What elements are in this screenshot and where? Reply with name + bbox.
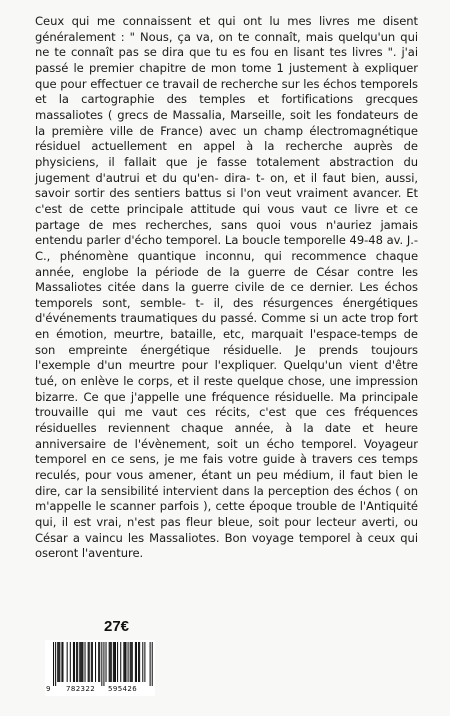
- barcode-bar: [79, 642, 80, 682]
- barcode-bar: [62, 642, 63, 682]
- barcode-bar: [152, 642, 153, 686]
- barcode-bar: [136, 642, 137, 682]
- barcode-bar: [109, 642, 110, 682]
- barcode-right-digits: 595426: [108, 684, 138, 693]
- barcode-bar: [139, 642, 140, 682]
- barcode-bar: [144, 642, 145, 682]
- barcode-bar: [81, 642, 82, 682]
- barcode-bar: [55, 642, 56, 686]
- barcode-bar: [120, 642, 121, 682]
- barcode-left-digits: 782322: [66, 684, 96, 693]
- barcode-bar: [73, 642, 74, 682]
- barcode-bar: [115, 642, 116, 682]
- barcode-bar: [85, 642, 86, 682]
- barcode-bar: [57, 642, 58, 682]
- barcode-bar: [128, 642, 129, 682]
- barcode-bar: [103, 642, 104, 686]
- back-cover-blurb: Ceux qui me connaissent et qui ont lu mes livres me disent généralement : " Nous, ça va, on te connaît, mais quelqu'un qui ne te connaît pas se dira que tu es fou en lisant tes livres ". j'ai passé le premier chapitre de mon tome 1 justement à expliquer que pour effectuer ce travail de recherche sur les échos temporels et la cartographie des temples et fortifications grecques massaliotes ( grecs de Massalia, Marseille, soit les fondateurs de la première ville de France) avec un champ électromagnétique résiduel actuellement en appel à la recherche auprès de physiciens, il fallait que je fasse totalement abstraction du jugement d'autrui et du qu'en- dira- t- on, et il faut bien, aussi, savoir sortir des sentiers battus si l'on veut vraiment avancer. Et c'est de cette principale attitude qui vous vaut ce livre et ce partage de mes recherches, sans quoi vous n'auriez jamais entendu parler d'écho temporel. La boucle temporelle 49-48 av. J.-C., phénomène quantique inconnu, qui recommence chaque année, englobe la période de la guerre de César contre les Massaliotes citée dans la guerre civile de ce dernier. Les échos temporels sont, semble- t- il, des résurgences énergétiques d'événements traumatiques du passé. Comme si un acte trop fort en émotion, meurtre, bataille, etc, marquait l'espace-temps de son empreinte énergétique résiduelle. Je prends toujours l'exemple d'un meurtre pour l'expliquer. Quelqu'un vient d'être tué, on enlève le corps, et il reste quelque chose, une impression bizarre. Ce que j'appelle une fréquence résiduelle. Ma principale trouvaille qui me vaut ces récits, c'est que ces fréquences résiduelles reviennent chaque année, à la date et heure anniversaire de l'évènement, soit un écho temporel. Voyageur temporel en ce sens, je me fais votre guide à travers ces temps reculés, pour vous amener, étant un peu médium, il faut bien le dire, car la sensibilité intervient dans la perception des échos ( on m'appelle le scanner parfois ), cette époque trouble de l'Antiquité qui, il est vrai, n'est pas fleur bleue, soit pour lecteur averti, ou César a vaincu les Massaliotes. Bon voyage temporel à ceux qui oseront l'aventure.: [35, 14, 418, 561]
- barcode-bar: [125, 642, 126, 682]
- barcode-bar: [117, 642, 118, 682]
- barcode-bar: [131, 642, 132, 682]
- barcode-bar: [77, 642, 78, 682]
- barcode-bar: [135, 642, 136, 682]
- barcode-bar: [114, 642, 115, 682]
- barcode-bar: [61, 642, 62, 682]
- barcode-bar: [111, 642, 112, 682]
- barcode-bar: [106, 642, 107, 682]
- barcode-bars: [45, 640, 155, 686]
- barcode-bar: [76, 642, 77, 682]
- barcode-lead-digit: 9: [46, 684, 51, 693]
- barcode-bar: [101, 642, 102, 686]
- barcode-bar: [89, 642, 90, 682]
- barcode-bar: [132, 642, 133, 682]
- barcode-bar: [92, 642, 93, 682]
- price-label: 27€: [104, 618, 130, 635]
- barcode-bar: [138, 642, 139, 682]
- barcode-bar: [110, 642, 111, 682]
- barcode-bar: [98, 642, 99, 682]
- barcode-bar: [80, 642, 81, 682]
- barcode-bar: [59, 642, 60, 682]
- barcode-bar: [58, 642, 59, 682]
- barcode-bar: [67, 642, 68, 682]
- barcode-bar: [53, 642, 54, 686]
- barcode-bar: [99, 642, 100, 682]
- barcode-bar: [88, 642, 89, 682]
- barcode-bar: [124, 642, 125, 682]
- barcode-bar: [142, 642, 143, 682]
- barcode-bar: [150, 642, 151, 686]
- barcode-bar: [113, 642, 114, 682]
- barcode-bar: [82, 642, 83, 682]
- barcode-bar: [91, 642, 92, 682]
- barcode-bar: [123, 642, 124, 682]
- isbn-barcode: [45, 640, 155, 696]
- barcode-bar: [95, 642, 96, 682]
- barcode-bar: [74, 642, 75, 682]
- barcode-bar: [70, 642, 71, 682]
- barcode-bar: [130, 642, 131, 682]
